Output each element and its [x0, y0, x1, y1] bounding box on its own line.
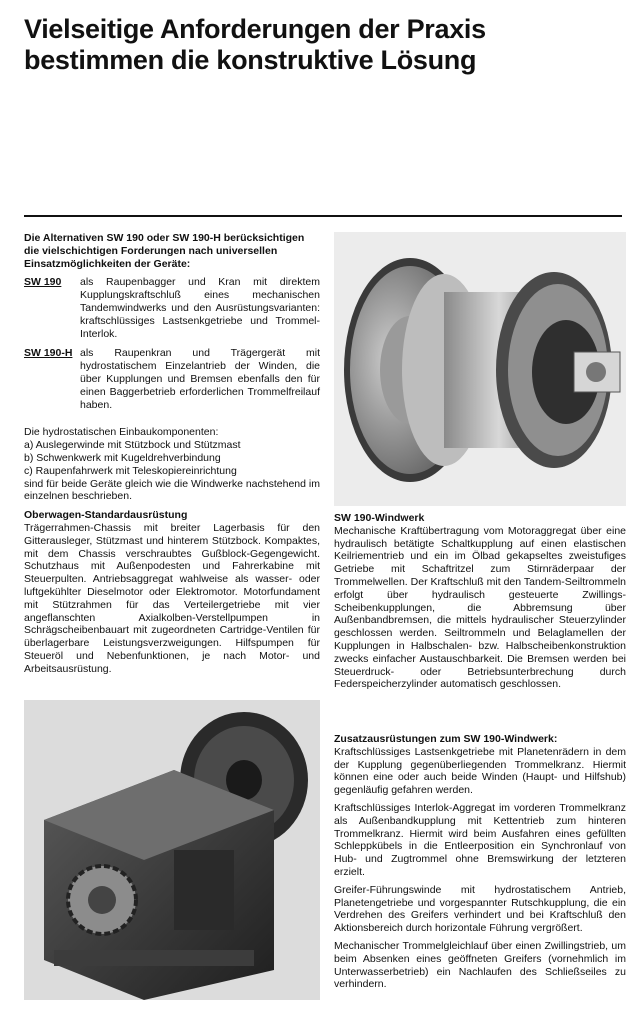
winch-drum-illustration	[334, 232, 626, 506]
zusatz-paragraph: Kraftschlüssiges Lastsenkgetriebe mit Planetenrädern in dem der Kupplung gegenüberliegenden Trommelkranz. Hiermit können eine oder auch beide Winden (Haupt- und Hilfshub) gegenläufig gefahren werden.	[334, 745, 626, 797]
spacer	[24, 418, 320, 426]
zusatz-paragraph: Mechanischer Trommelgleichlauf über einen Zwillingstrieb, um beim Absenken eines geöffneten Greifers (vornehmlich im Unterwasserbetrieb) ein Nachlaufen des Schließseiles zu verhindern.	[334, 939, 626, 991]
gearbox-illustration	[24, 700, 320, 1000]
page-title	[24, 14, 614, 76]
left-text-column	[24, 232, 320, 676]
model-description: als Raupenbagger und Kran mit direktem Kupplungskraftschluß eines mechanischen Tandemwindwerks und den Ausrüstungsvarianten: kraftschlüssiges Lastsenkgetriebe und Trommel-Interlok.	[80, 276, 320, 340]
components-list	[24, 439, 320, 477]
model-name: SW 190-H	[24, 347, 73, 360]
title-line-2: bestimmen die konstruktive Lösung	[24, 45, 477, 75]
windwerk-heading: SW 190-Windwerk	[334, 512, 425, 524]
oberwagen-text: Trägerrahmen-Chassis mit breiter Lagerbasis für den Gitterausleger, Stützmast und hinterem Stützbock. Kompaktes, mit dem Chassis verschraubtes Gußblock-Gegengewicht. Schutzhaus mit Außenpodesten und Fahrerkabine mit Steuerpulten. Antriebsaggregat wahlweise als wasser- oder luftgekühlter Dieselmotor oder Elektromotor. Motorfundament mit Stützrahmen für das Verteilergetriebe mit vier angeflanschten Axialkolben-Verstellpumpen in Schrägscheibenbauart mit zugeordneten Cartridge-Ventilen für überlagerbare Leistungsverzweigungen. Hilfspumpen für Steueröl und Nebenfunktionen, je nach Motor- und Arbeitsausrüstung.	[24, 521, 320, 675]
zusatz-section	[334, 733, 626, 991]
list-item: b) Schwenkwerk mit Kugeldrehverbindung	[24, 451, 221, 464]
zusatz-paragraph: Greifer-Führungswinde mit hydrostatischem Antrieb, Planetengetriebe und vorgespannter Rutschkupplung, die ein Verdrehen des Greifers verhindert und bei Kraftschluß den Aktionsbereich durch horizontale Führung vergrößert.	[334, 883, 626, 935]
section-divider	[24, 215, 622, 217]
gearbox-photo	[24, 700, 320, 1000]
title-line-1: Vielseitige Anforderungen der Praxis	[24, 14, 486, 44]
model-entry-sw190h	[24, 347, 320, 411]
zusatz-heading: Zusatzausrüstungen zum SW 190-Windwerk:	[334, 733, 558, 745]
list-item: c) Raupenfahrwerk mit Teleskopiereinrichtung	[24, 464, 237, 477]
model-name: SW 190	[24, 276, 62, 289]
windwerk-text: Mechanische Kraftübertragung vom Motoraggregat über eine hydraulisch betätigte Schaltkupplung auf einen elastischen Keilriementrieb und ein im Ölbad gekapseltes zweistufiges Getriebe mit Schaftritzel zum Stirnräderpaar der Trommelwellen. Der Kraftschluß mit den Tandem-Seiltrommeln erfolgt über hydraulisch gesteuerte Zwillings-Scheibenkupplungen, die Abbremsung über Außenbandbremsen, die mittels hydraulischer Steuerzylinder geschlossen werden. Seiltrommeln und Belaglamellen der Kupplungen in Halbschalen- bzw. Halbscheibenkonstruktion zwecks einfacher Austauschbarkeit. Die Bremsen werden bei Steuerdruck- oder Betriebsunterbrechung durch Federspeicherzylinder automatisch geschlossen.	[334, 524, 626, 691]
model-description: als Raupenkran und Trägergerät mit hydrostatischem Einzelantrieb der Winden, die über Kupplungen und Bremsen ebenfalls den für einen Baggerbetrieb erforderlichen Trommelfreilauf haben.	[80, 347, 320, 411]
components-outro: sind für beide Geräte gleich wie die Windwerke nachstehend im einzelnen beschrieben.	[24, 477, 320, 503]
intro-text: Die Alternativen SW 190 oder SW 190-H berücksichtigen die vielschichtigen Forderungen nach universellen Einsatzmöglichkeiten der Geräte:	[24, 232, 305, 270]
oberwagen-heading: Oberwagen-Standardausrüstung	[24, 509, 188, 522]
model-entry-sw190	[24, 276, 320, 340]
components-intro: Die hydrostatischen Einbaukomponenten:	[24, 426, 219, 439]
zusatz-paragraph: Kraftschlüssiges Interlok-Aggregat im vorderen Trommelkranz als Außenbandkupplung mit Kettentrieb zum hinteren Trommelkranz. Hiermit wird beim Ausfahren eines gefüllten Schleppkübels in die Entleerposition ein Synchronlauf von Hub- und Zugtrommel ohne Bremswirkung der letzteren erzielt.	[334, 801, 626, 878]
winch-drum-photo	[334, 232, 626, 506]
windwerk-section	[334, 512, 626, 691]
list-item: a) Auslegerwinde mit Stützbock und Stützmast	[24, 439, 241, 452]
